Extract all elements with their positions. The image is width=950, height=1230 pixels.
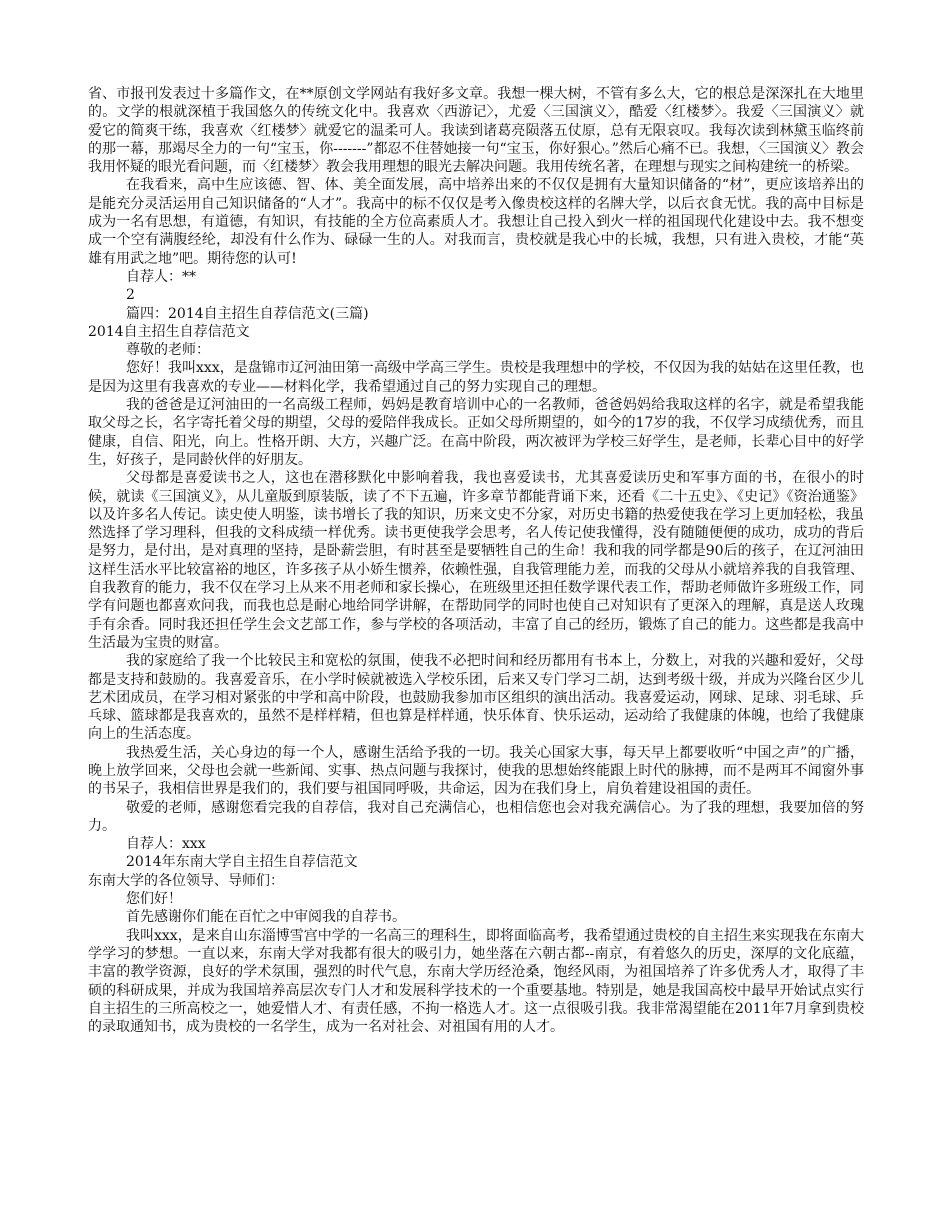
paragraph: 省、市报刊发表过十多篇作文，在**原创文学网站有我好多文章。我想一棵大树，不管有多么大，它的根总是深深扎在大地里的。文学的根就深植于我国悠久的传统文化中。我喜欢〈西游记〉，尤爱〈三国演义〉，酷爱〈红楼梦〉。我爱〈三国演义〉就爱它的简爽干练，我喜欢〈红楼梦〉就爱它的温柔可人。我读到诸葛亮陨落五仗原，总有无限哀叹。我每次读到林黛玉临终前的那一幕，那竭尽全力的一句“宝玉，你-------”都忍不住替她接一句“宝玉，你好狠心。”然后心痛不已。我想，〈三国演义〉教会我用怀疑的眼光看问题，而〈红楼梦〉教会我用理想的眼光去解决问题。我用传统名著，在理想与现实之间构建统一的桥梁。	[88, 86, 864, 176]
paragraph: 父母都是喜爱读书之人，这也在潜移默化中影响着我，我也喜爱读书，尤其喜爱读历史和军事方面的书，在很小的时候，就读《三国演义》，从儿童版到原装版，读了不下五遍，许多章节都能背诵下来，还看《二十五史》、《史记》《资治通鉴》以及许多名人传记。读史使人明鉴，读书增长了我的知识，历来文史不分家，对历史书籍的热爱使我在学习上更加轻松，我虽然选择了学习理科，但我的文科成绩一样优秀。读书更使我学会思考，名人传记使我懂得，没有随随便便的成功，成功的背后是努力，是付出，是对真理的坚持，是卧薪尝胆，有时甚至是要牺牲自己的生命！我和我的同学都是90后的孩子，在辽河油田这样生活水平比较富裕的地区，许多孩子从小娇生惯养，依赖性强，自我管理能力差，而我的父母从小就培养我的自我管理、自我教育的能力，我不仅在学习上从来不用老师和家长操心，在班级里还担任数学课代表工作，帮助老师做许多班级工作，同学有问题也都喜欢问我，而我也总是耐心地给同学讲解，在帮助同学的同时也使自己对知识有了更深入的理解，真是送人玫瑰手有余香。同时我还担任学生会文艺部工作，参与学校的各项活动，丰富了自己的经历，锻炼了自己的能力。这些都是我高中生活最为宝贵的财富。	[88, 470, 864, 651]
paragraph: 在我看来，高中生应该德、智、体、美全面发展，高中培养出来的不仅仅是拥有大量知识储备的“材”，更应该培养出的是能充分灵活运用自己知识储备的“人才”。我高中的标不仅仅是考入像贵校这样的名牌大学，以后衣食无忧。我的高中目标是成为一名有思想，有道德，有知识，有技能的全方位高素质人才。我想让自己投入到火一样的祖国现代化建设中去。我不想变成一个空有满腹经纶，却没有什么作为、碌碌一生的人。对我而言，贵校就是我心中的长城，我想，只有进入贵校，才能“英雄有用武之地”吧。期待您的认可!	[88, 177, 864, 267]
greeting: 您们好！	[126, 891, 182, 908]
page-number: 2	[126, 287, 135, 304]
paragraph: 我的爸爸是辽河油田的一名高级工程师，妈妈是教育培训中心的一名教师，爸爸妈妈给我取这样的名字，就是希望我能取父母之长，名字寄托着父母的期望，父母的爱陪伴我成长。正如父母所期望的，如今的17岁的我，不仅学习成绩优秀，而且健康，自信、阳光，向上。性格开朗、大方，兴趣广泛。在高中阶段，两次被评为学校三好学生，是老师，长辈心目中的好学生，好孩子，是同龄伙伴的好朋友。	[88, 397, 864, 468]
signature-line: 自荐人：xxx	[126, 836, 206, 853]
letter-title: 2014自主招生自荐信范文	[88, 323, 250, 340]
paragraph: 我叫xxx，是来自山东淄博雪宫中学的一名高三的理科生，即将面临高考，我希望通过贵校的自主招生来实现我在东南大学学习的梦想。一直以来，东南大学对我都有很大的吸引力，她坐落在六朝古都--南京，有着悠久的历史，深厚的文化底蕴，丰富的教学资源，良好的学术氛围，强烈的时代气息，东南大学历经沧桑，饱经风雨，为祖国培养了许多优秀人才，取得了丰硕的科研成果，并成为我国培养高层次专门人才和发展科学技术的一个重要基地。特别是，她是我国高校中最早开始试点实行自主招生的三所高校之一，她爱惜人才、有责任感，不拘一格选人才。这一点很吸引我。我非常渴望能在2011年7月拿到贵校的录取通知书，成为贵校的一名学生，成为一名对社会、对祖国有用的人才。	[88, 927, 864, 1036]
paragraph: 敬爱的老师，感谢您看完我的自荐信，我对自己充满信心，也相信您也会对我充满信心。为了我的理想，我要加倍的努力。	[88, 799, 864, 834]
salutation: 东南大学的各位领导、导师们：	[88, 872, 284, 889]
paragraph: 我热爱生活，关心身边的每一个人，感谢生活给予我的一切。我关心国家大事，每天早上都要收听“中国之声”的广播，晚上放学回来，父母也会就一些新闻、实事、热点问题与我探讨，使我的思想始终能跟上时代的脉搏，而不是两耳不闻窗外事的书呆子，我相信世界是我们的，我们要与祖国同呼吸，共命运，因为在我们身上，肩负着建设祖国的责任。	[88, 744, 864, 798]
paragraph: 您好！我叫xxx，是盘锦市辽河油田第一高级中学高三学生。贵校是我理想中的学校，不仅因为我的姑姑在这里任教，也是因为这里有我喜欢的专业——材料化学，我希望通过自己的努力实现自己的理想。	[88, 360, 864, 395]
paragraph: 我的家庭给了我一个比较民主和宽松的氛围，使我不必把时间和经历都用有书本上，分数上，对我的兴趣和爱好，父母都是支持和鼓励的。我喜爱音乐，在小学时候就被选入学校乐团，后来又专门学习二胡，达到考级十级，并成为兴隆台区少儿艺术团成员，在学习相对紧张的中学和高中阶段，也鼓励我参加市区组织的演出活动。我喜爱运动，网球、足球、羽毛球、乒乓球、篮球都是我喜欢的，虽然不是样样精，但也算是样样通，快乐体育、快乐运动，运动给了我健康的体魄，也给了我健康向上的生活态度。	[88, 653, 864, 743]
paragraph: 首先感谢你们能在百忙之中审阅我的自荐书。	[126, 909, 406, 926]
letter-title: 2014年东南大学自主招生自荐信范文	[126, 854, 358, 871]
salutation: 尊敬的老师：	[126, 342, 210, 359]
signature-line: 自荐人：**	[126, 268, 196, 285]
section-heading: 篇四：2014自主招生自荐信范文(三篇)	[126, 305, 369, 322]
